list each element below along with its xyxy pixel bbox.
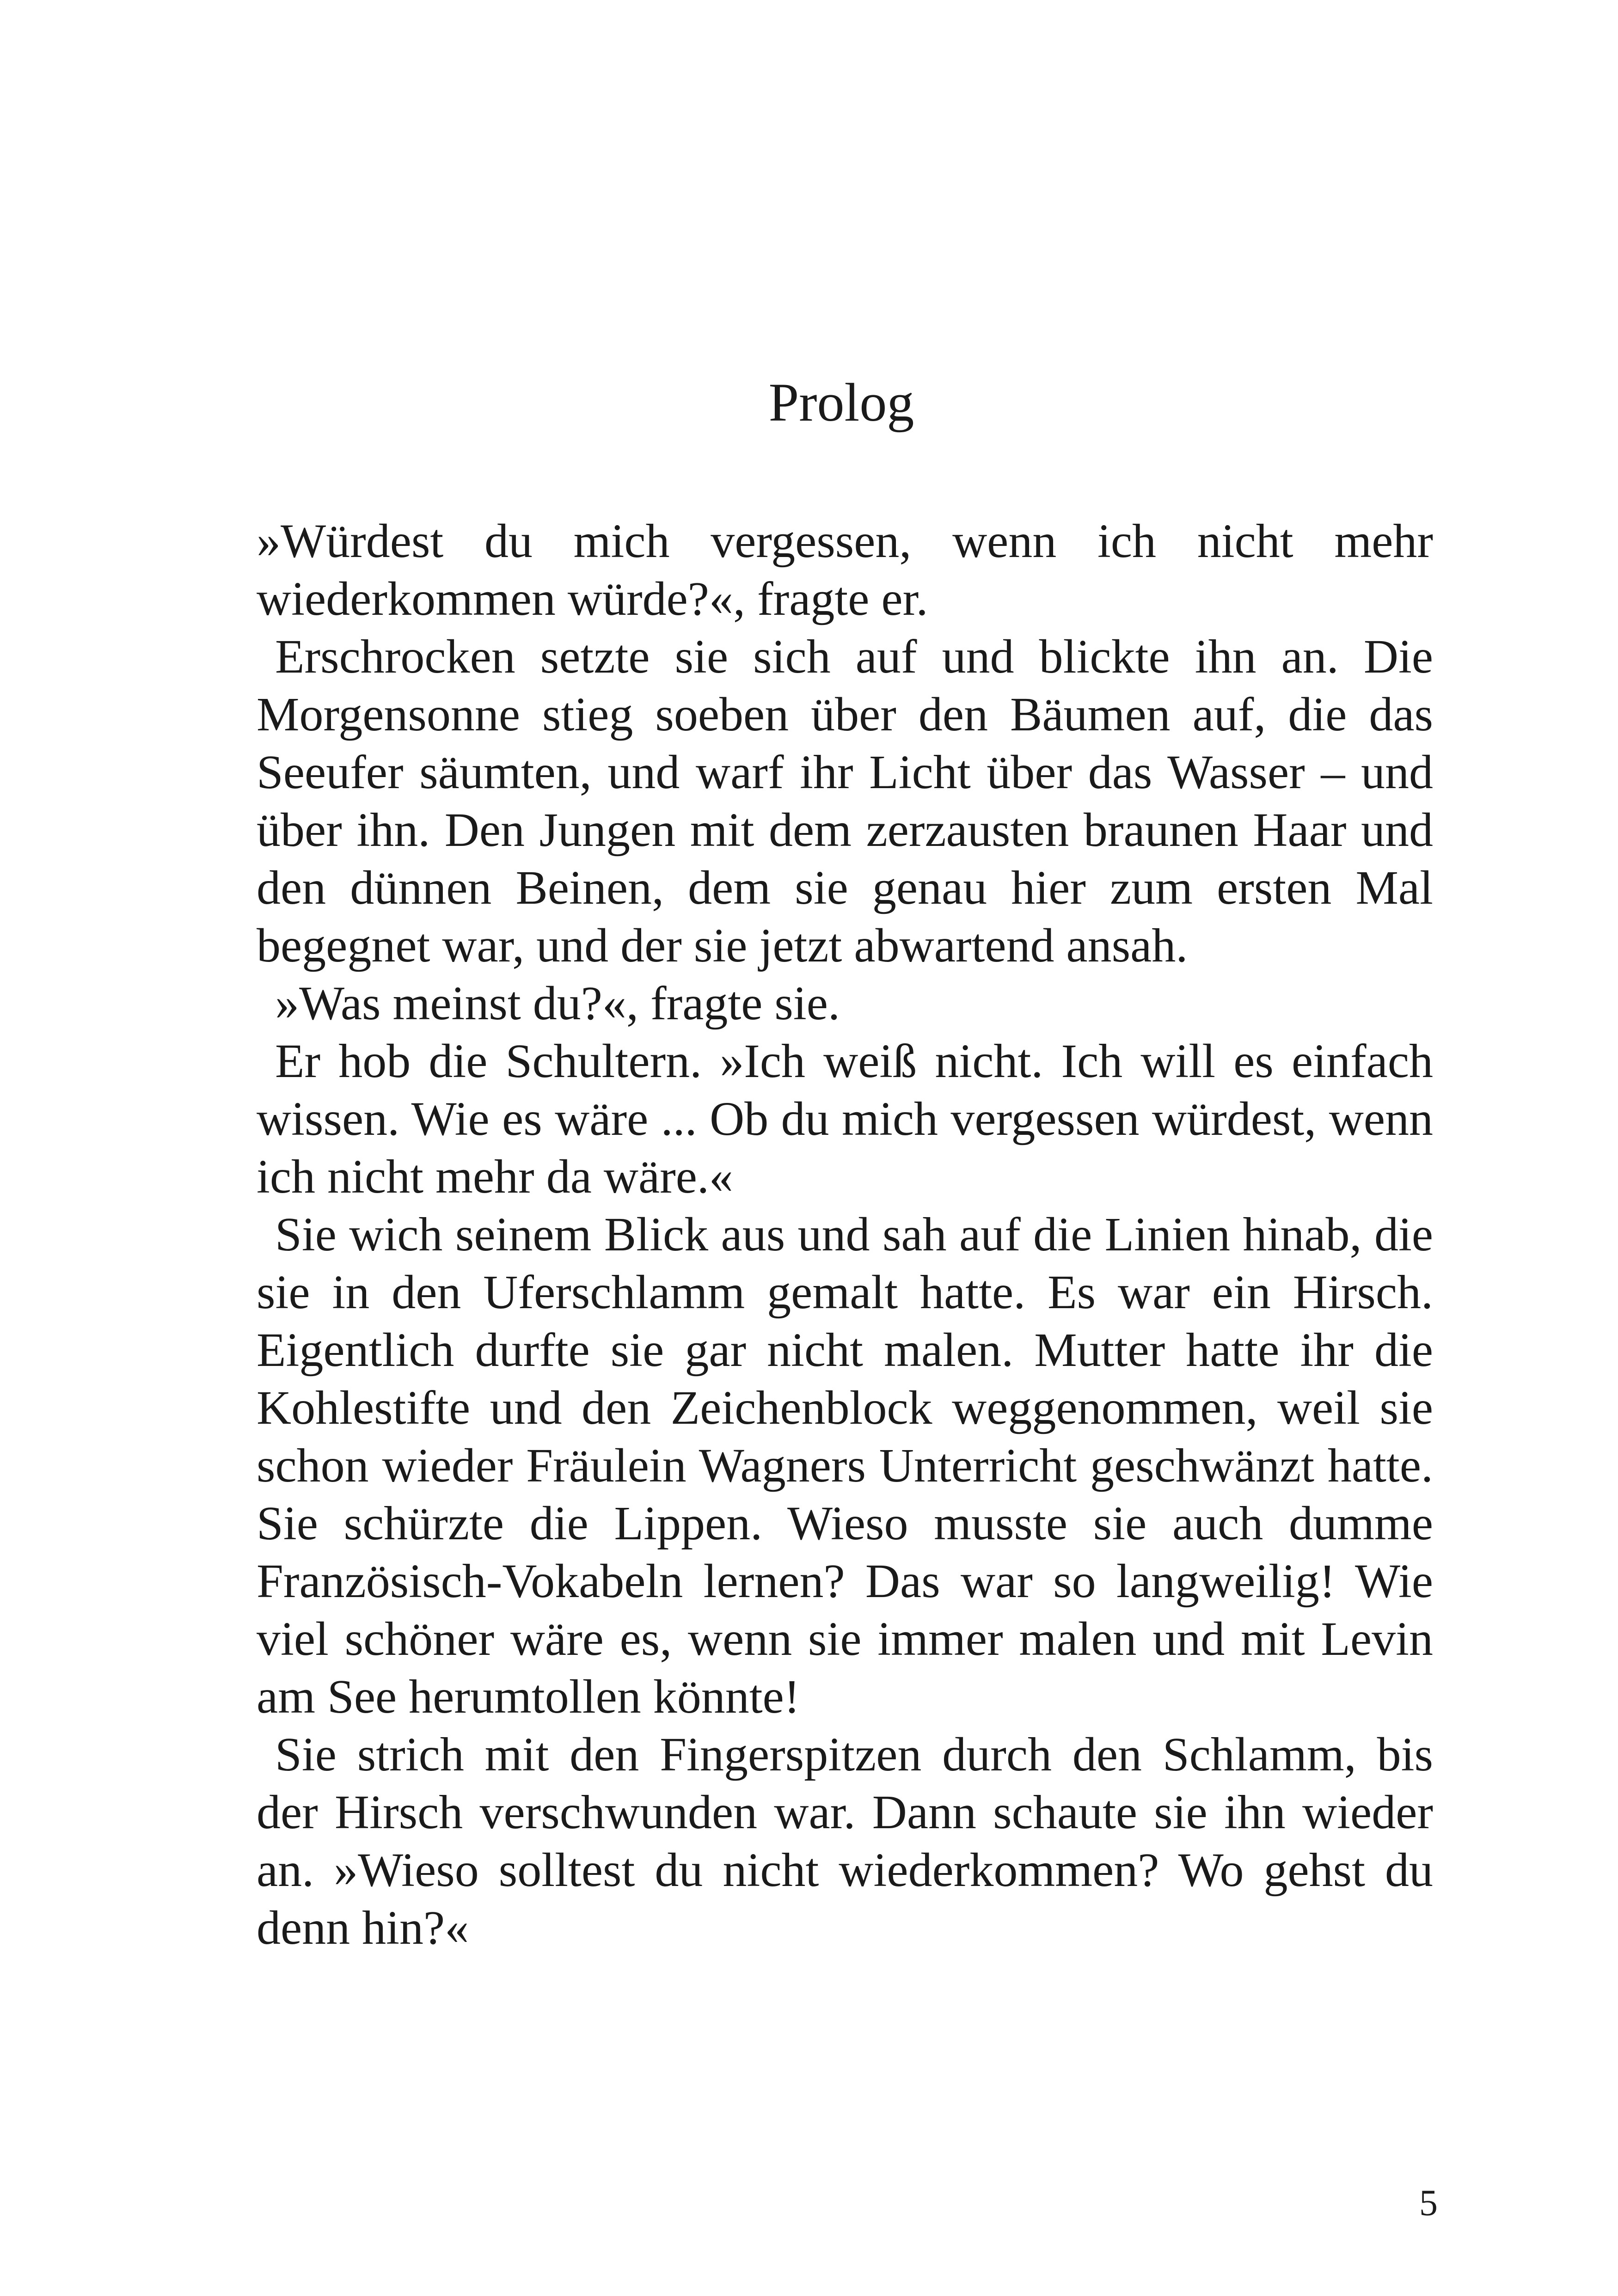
page-number: 5: [1419, 2183, 1438, 2223]
paragraph: Sie strich mit den Fingerspitzen durch den Schlamm, bis der Hirsch verschwunden war. Dann schaute sie ihn wieder an. »Wieso solltest du nicht wiederkommen? Wo gehst du denn hin?«: [257, 1728, 1433, 1954]
paragraph: Sie wich seinem Blick aus und sah auf die Linien hinab, die sie in den Uferschlamm gemalt hatte. Es war ein Hirsch. Eigentlich durfte sie gar nicht malen. Mutter hatte ihr die Kohlestifte und den Zeichenblock weggenommen, weil sie schon wieder Fräulein Wagners Unterricht geschwänzt hatte. Sie schürzte die Lippen. Wieso musste sie auch dumme Französisch-Vokabeln lernen? Das war so langweilig! Wie viel schöner wäre es, wenn sie immer malen und mit Levin am See herumtollen könnte!: [257, 1208, 1433, 1723]
chapter-title: Prolog: [768, 372, 914, 433]
paragraph: Erschrocken setzte sie sich auf und blickte ihn an. Die Morgensonne stieg soeben über den Bäumen auf, die das Seeufer säumten, und warf ihr Licht über das Wasser – und über ihn. Den Jungen mit dem zerzausten braunen Haar und den dünnen Beinen, dem sie genau hier zum ersten Mal begegnet war, und der sie jetzt abwartend ansah.: [257, 630, 1433, 972]
body-text: [257, 512, 1433, 1957]
paragraph: »Was meinst du?«, fragte sie.: [275, 977, 840, 1030]
paragraph: »Würdest du mich vergessen, wenn ich nicht mehr wiederkommen würde?«, fragte er.: [257, 514, 1433, 625]
paragraph: Er hob die Schultern. »Ich weiß nicht. Ich will es einfach wissen. Wie es wäre ... Ob du mich vergessen würdest, wenn ich nicht mehr da wäre.«: [257, 1035, 1433, 1203]
